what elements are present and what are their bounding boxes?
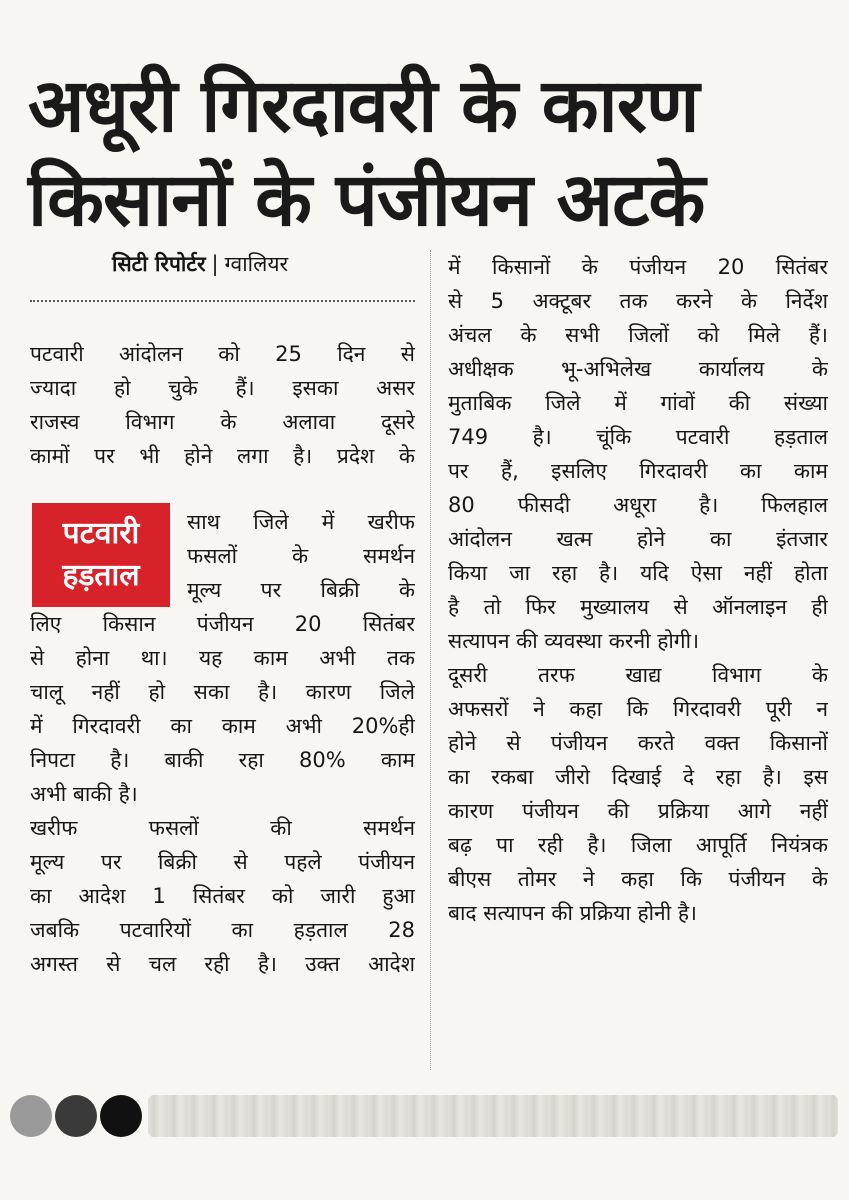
text-line: होने से पंजीयन करते वक्त किसानों	[448, 731, 828, 755]
text-line: सत्यापन की व्यवस्था करनी होगी।	[448, 629, 700, 653]
text-line: पर हैं, इसलिए गिरदावरी का काम	[448, 459, 828, 483]
decorative-stripe	[148, 1095, 838, 1137]
text-line: में किसानों के पंजीयन 20 सितंबर	[448, 255, 828, 279]
byline-reporter: सिटी रिपोर्टर	[112, 252, 206, 276]
text-line: बढ़ पा रही है। जिला आपूर्ति नियंत्रक	[448, 833, 828, 857]
text-line: फसलों के समर्थन	[187, 544, 415, 568]
byline	[112, 250, 288, 278]
text-line: कारण पंजीयन की प्रक्रिया आगे नहीं	[448, 799, 828, 823]
text-line: का आदेश 1 सितंबर को जारी हुआ	[30, 884, 415, 908]
text-line: अंचल के सभी जिलों को मिले हैं।	[448, 323, 828, 347]
text-line: 80 फीसदी अधूरा है। फिलहाल	[448, 493, 828, 517]
text-line: मूल्य पर बिक्री से पहले पंजीयन	[30, 850, 415, 874]
right-column	[448, 250, 828, 930]
text-line: किया जा रहा है। यदि ऐसा नहीं होता	[448, 561, 828, 585]
text-line: पटवारी आंदोलन को 25 दिन से	[30, 342, 415, 366]
text-line: बाद सत्यापन की प्रक्रिया होनी है।	[448, 901, 697, 925]
column-divider	[430, 250, 431, 1070]
text-line: अफसरों ने कहा कि गिरदावरी पूरी न	[448, 697, 828, 721]
text-line: लिए किसान पंजीयन 20 सितंबर	[30, 612, 415, 636]
text-line: राजस्व विभाग के अलावा दूसरे	[30, 410, 415, 434]
section-badge	[32, 503, 170, 607]
left-column-block-a	[30, 337, 415, 473]
byline-separator: |	[211, 252, 219, 276]
text-line: दूसरी तरफ खाद्य विभाग के	[448, 663, 828, 687]
badge-line-1: पटवारी	[62, 516, 140, 551]
text-line: अभी बाकी है।	[30, 782, 138, 806]
dot-icon	[10, 1095, 52, 1137]
text-line: आंदोलन खत्म होने का इंतजार	[448, 527, 828, 551]
text-line: से होना था। यह काम अभी तक	[30, 646, 415, 670]
text-line: ज्यादा हो चुके हैं। इसका असर	[30, 376, 415, 400]
headline-line-1: अधूरी गिरदावरी के कारण	[28, 63, 699, 150]
text-line: मुताबिक जिले में गांवों की संख्या	[448, 391, 828, 415]
left-column-block-b	[187, 505, 415, 607]
text-line: कामों पर भी होने लगा है। प्रदेश के	[30, 444, 415, 468]
text-line: से 5 अक्टूबर तक करने के निर्देश	[448, 289, 828, 313]
dot-icon	[55, 1095, 97, 1137]
text-line: में गिरदावरी का काम अभी 20%ही	[30, 714, 415, 738]
headline	[28, 59, 828, 247]
text-line: खरीफ फसलों की समर्थन	[30, 816, 415, 840]
byline-divider	[30, 300, 415, 302]
text-line: अगस्त से चल रही है। उक्त आदेश	[30, 952, 415, 976]
decorative-dots	[10, 1095, 150, 1139]
badge-line-2: हड़ताल	[62, 558, 140, 593]
text-line: निपटा है। बाकी रहा 80% काम	[30, 748, 415, 772]
text-line: साथ जिले में खरीफ	[187, 510, 415, 534]
byline-city: ग्वालियर	[224, 252, 289, 276]
text-line: है तो फिर मुख्यालय से ऑनलाइन ही	[448, 595, 828, 619]
headline-line-2: किसानों के पंजीयन अटके	[28, 157, 705, 244]
text-line: जबकि पटवारियों का हड़ताल 28	[30, 918, 415, 942]
dot-icon	[100, 1095, 142, 1137]
text-line: अधीक्षक भू-अभिलेख कार्यालय के	[448, 357, 828, 381]
text-line: मूल्य पर बिक्री के	[187, 578, 415, 602]
text-line: 749 है। चूंकि पटवारी हड़ताल	[448, 425, 828, 449]
text-line: का रकबा जीरो दिखाई दे रहा है। इस	[448, 765, 828, 789]
text-line: बीएस तोमर ने कहा कि पंजीयन के	[448, 867, 828, 891]
left-column-block-c	[30, 607, 415, 981]
text-line: चालू नहीं हो सका है। कारण जिले	[30, 680, 415, 704]
